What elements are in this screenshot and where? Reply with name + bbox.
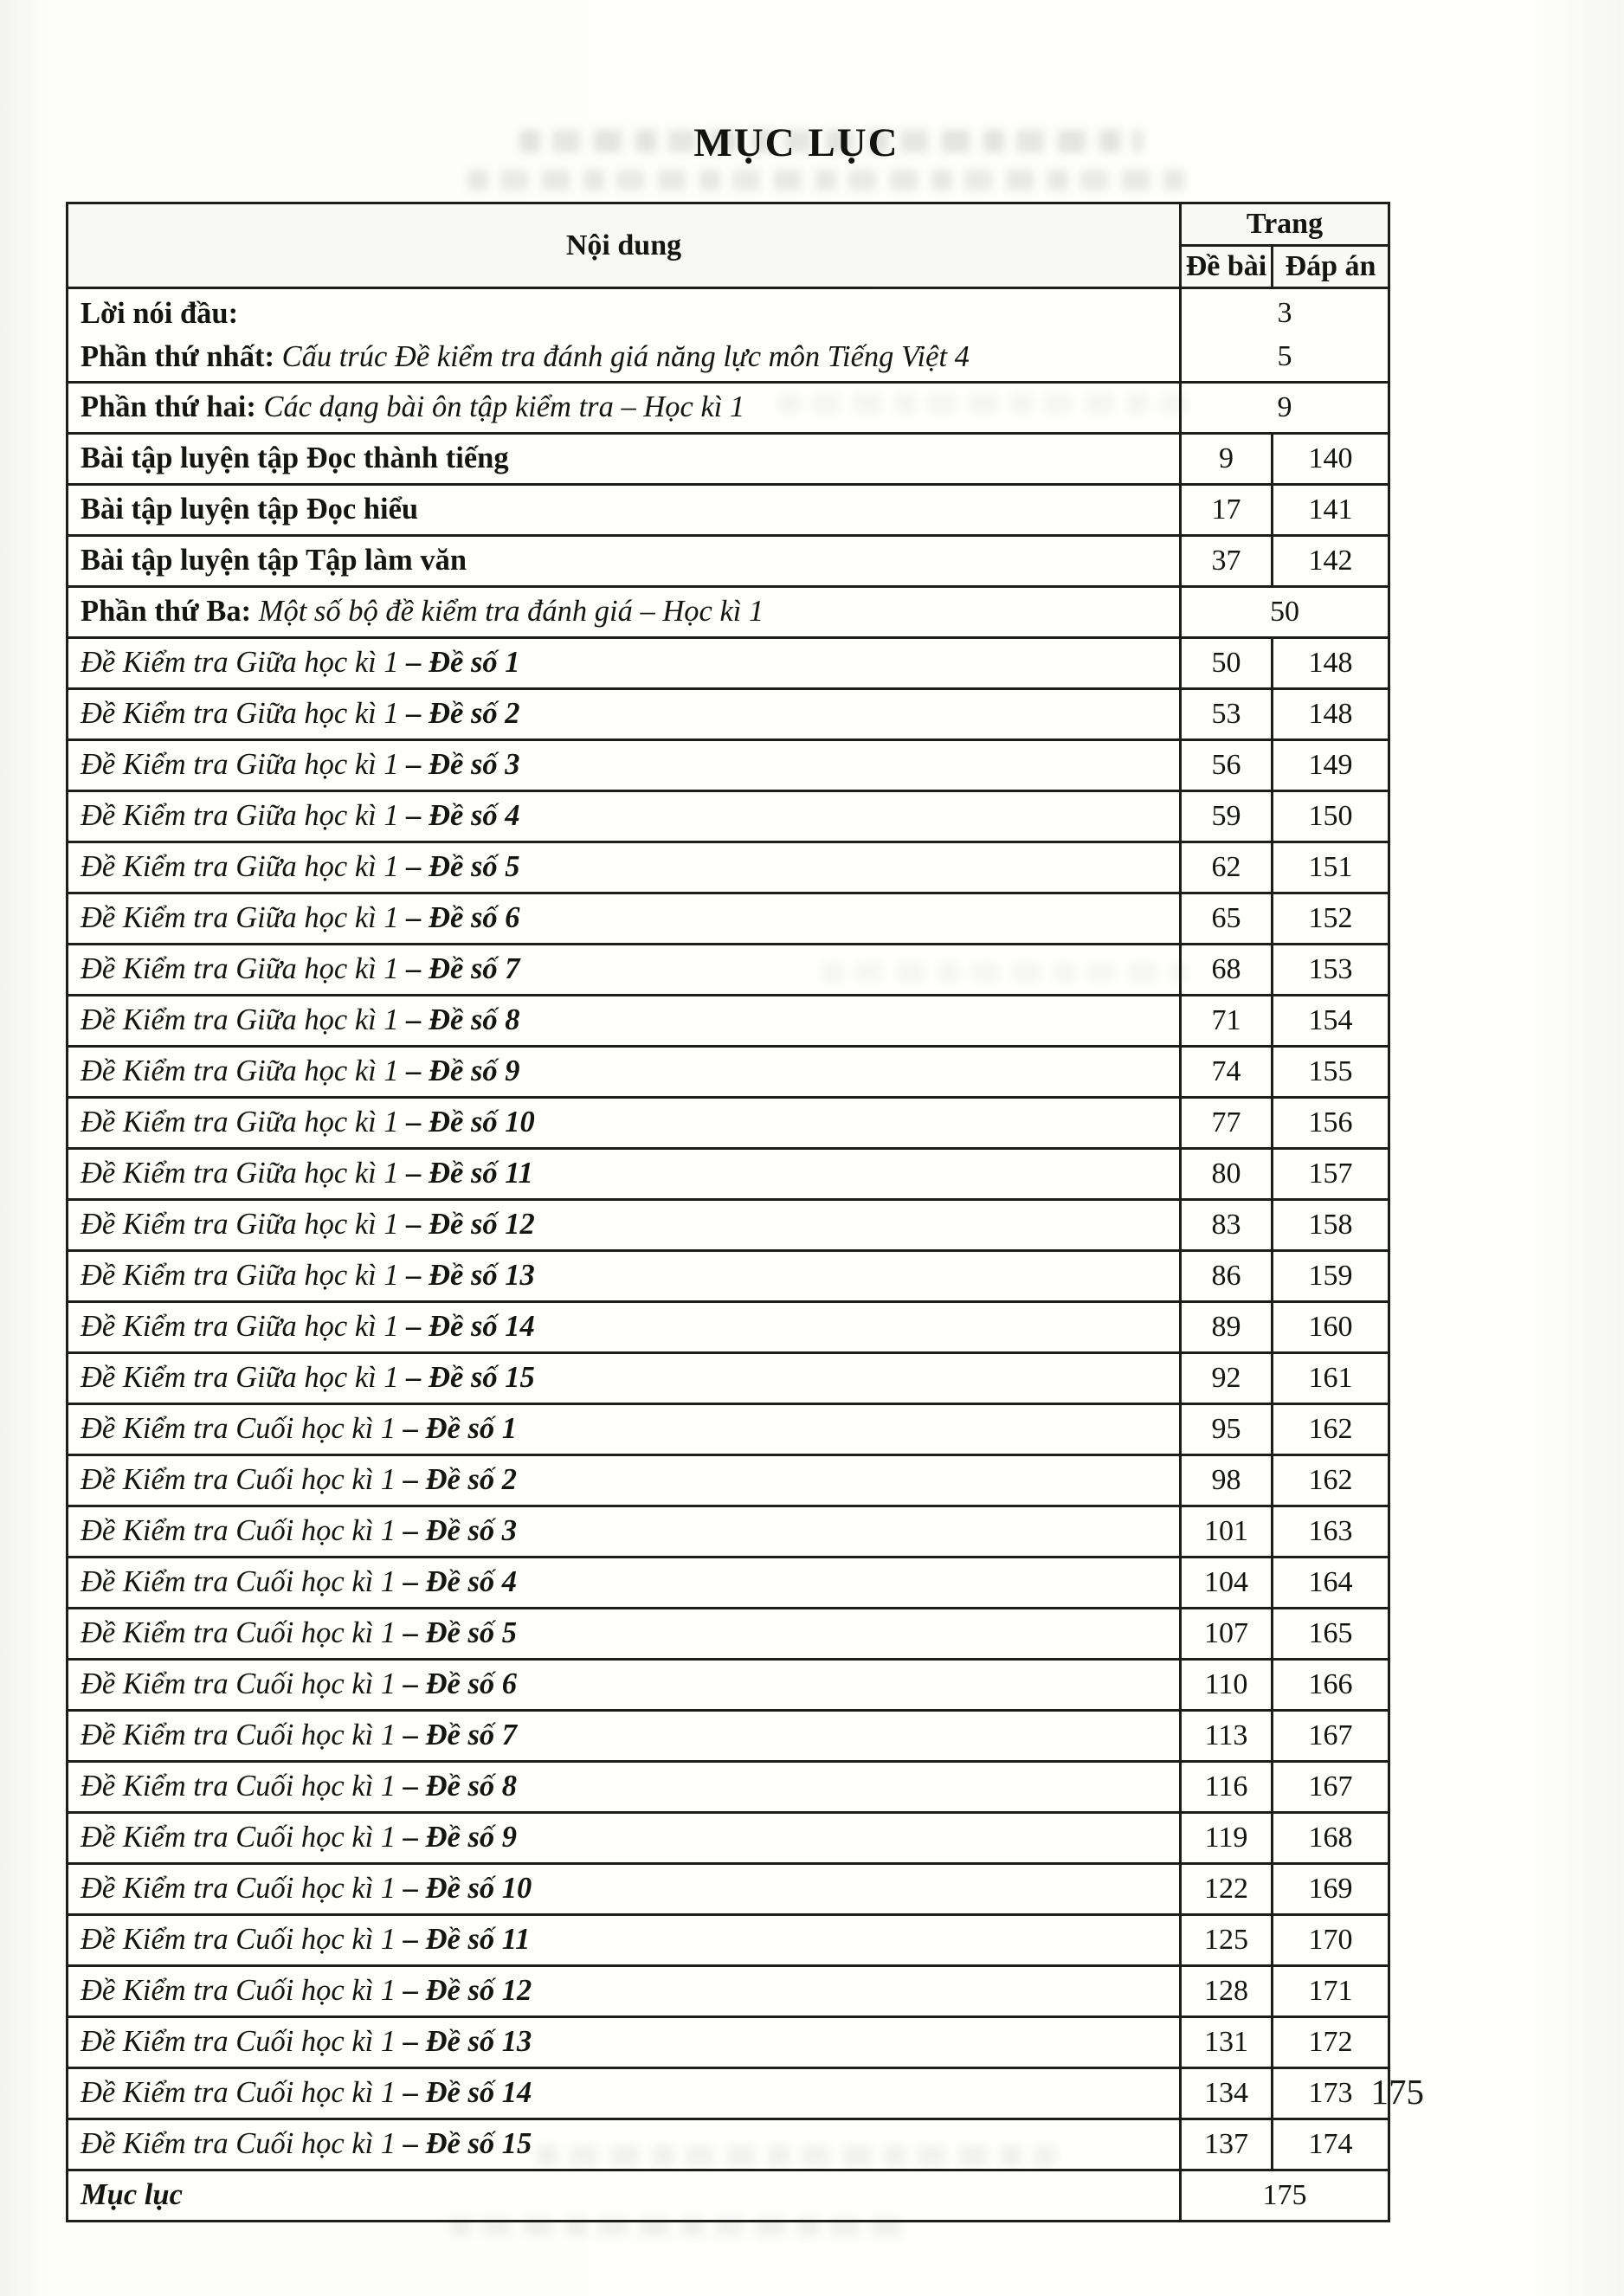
content-text-segment: – Đề số 4 (406, 799, 520, 833)
content-text-segment: – Đề số 3 (406, 748, 520, 782)
page-dap-an-cell: 171 (1273, 1966, 1389, 2017)
page-dap-an-cell: 149 (1273, 740, 1389, 791)
page-de-bai-cell: 86 (1181, 1251, 1273, 1302)
toc-header-row (68, 203, 1389, 246)
page-dap-an-cell: 169 (1273, 1864, 1389, 1915)
content-text-segment: Đề Kiểm tra Cuối học kì 1 (81, 1770, 403, 1803)
toc-row (68, 434, 1389, 485)
content-text-segment: Đề Kiểm tra Cuối học kì 1 (81, 2025, 403, 2059)
content-text-segment: Đề Kiểm tra Giữa học kì 1 (81, 799, 407, 833)
content-text-segment: Đề Kiểm tra Giữa học kì 1 (81, 1259, 407, 1293)
page-de-bai-cell: 71 (1181, 996, 1273, 1047)
toc-row (68, 2119, 1389, 2170)
page-dap-an-cell: 164 (1273, 1558, 1389, 1609)
page-de-bai-cell: 113 (1181, 1711, 1273, 1762)
content-cell (68, 1711, 1181, 1762)
content-text-segment: Đề Kiểm tra Giữa học kì 1 (81, 1208, 407, 1242)
page-de-bai-cell: 131 (1181, 2017, 1273, 2068)
page-de-bai-cell: 65 (1181, 893, 1273, 945)
content-cell (68, 1813, 1181, 1864)
content-text-segment: Đề Kiểm tra Cuối học kì 1 (81, 1974, 403, 2008)
content-text-segment: Đề Kiểm tra Cuối học kì 1 (81, 2127, 403, 2161)
toc-row (68, 1915, 1389, 1966)
content-text-segment: – Đề số 8 (406, 1003, 520, 1037)
page-dap-an-cell: 156 (1273, 1098, 1389, 1149)
content-text-segment: Đề Kiểm tra Giữa học kì 1 (81, 1310, 407, 1344)
content-cell (68, 1558, 1181, 1609)
content-cell (68, 288, 1181, 383)
toc-row (68, 1098, 1389, 1149)
toc-row (68, 1762, 1389, 1813)
page-dap-an-cell: 161 (1273, 1353, 1389, 1404)
toc-row (68, 1149, 1389, 1200)
content-text-segment: Phần thứ nhất: (81, 340, 282, 373)
toc-row (68, 1558, 1389, 1609)
content-text-segment: – Đề số 15 (406, 1361, 535, 1395)
toc-table-body (68, 288, 1389, 2222)
content-cell (68, 383, 1181, 434)
page-dap-an-cell: 163 (1273, 1506, 1389, 1558)
page-de-bai-cell: 128 (1181, 1966, 1273, 2017)
content-cell (68, 689, 1181, 740)
page-dap-an-cell: 154 (1273, 996, 1389, 1047)
page-dap-an-cell: 150 (1273, 791, 1389, 842)
page-de-bai-cell: 134 (1181, 2068, 1273, 2119)
page-de-bai-cell: 37 (1181, 536, 1273, 587)
page-de-bai-cell: 56 (1181, 740, 1273, 791)
toc-row (68, 1302, 1389, 1353)
content-cell (68, 996, 1181, 1047)
content-text-segment: – Đề số 14 (403, 2076, 532, 2110)
content-text-segment: Đề Kiểm tra Giữa học kì 1 (81, 901, 407, 935)
content-text-segment: – Đề số 15 (403, 2127, 532, 2161)
content-text-segment: Đề Kiểm tra Giữa học kì 1 (81, 850, 407, 884)
toc-row (68, 1404, 1389, 1455)
page-de-bai-cell: 50 (1181, 638, 1273, 689)
content-cell (68, 2119, 1181, 2170)
content-text-segment: – Đề số 2 (406, 697, 520, 731)
content-text-segment: – Đề số 10 (406, 1106, 535, 1139)
page-merged-cell: 3 5 (1181, 288, 1389, 383)
toc-row (68, 383, 1389, 434)
toc-row (68, 1864, 1389, 1915)
content-text-segment: – Đề số 9 (406, 1054, 520, 1088)
page-de-bai-cell: 104 (1181, 1558, 1273, 1609)
toc-row (68, 1353, 1389, 1404)
content-cell (68, 2017, 1181, 2068)
toc-row (68, 587, 1389, 638)
toc-row (68, 1813, 1389, 1864)
content-text-segment: Đề Kiểm tra Cuối học kì 1 (81, 1463, 403, 1497)
toc-row (68, 485, 1389, 536)
content-cell (68, 1047, 1181, 1098)
content-cell (68, 2068, 1181, 2119)
page-title: MỤC LỤC (693, 120, 899, 165)
toc-row (68, 536, 1389, 587)
content-cell (68, 1353, 1181, 1404)
content-text-segment: – Đề số 13 (403, 2025, 532, 2059)
content-text-segment: Đề Kiểm tra Giữa học kì 1 (81, 646, 407, 680)
content-cell (68, 1200, 1181, 1251)
content-cell (68, 638, 1181, 689)
content-cell (68, 945, 1181, 996)
content-text-segment: – Đề số 9 (403, 1821, 518, 1854)
page-dap-an-cell: 167 (1273, 1762, 1389, 1813)
page-dap-an-cell: 173 (1273, 2068, 1389, 2119)
page-merged-cell: 50 (1181, 587, 1389, 638)
page-de-bai-cell: 122 (1181, 1864, 1273, 1915)
page-de-bai-cell: 62 (1181, 842, 1273, 893)
content-text-segment: Phần thứ Ba: (81, 595, 259, 629)
column-header-de-bai: Đề bài (1181, 246, 1273, 288)
page-de-bai-cell: 77 (1181, 1098, 1273, 1149)
toc-row (68, 689, 1389, 740)
content-text-segment: – Đề số 11 (403, 1923, 531, 1957)
toc-row (68, 1711, 1389, 1762)
page-dap-an-cell: 152 (1273, 893, 1389, 945)
content-text-segment: – Đề số 6 (406, 901, 520, 935)
content-text-segment: – Đề số 5 (403, 1616, 518, 1650)
content-cell (68, 1404, 1181, 1455)
content-cell (68, 1864, 1181, 1915)
column-header-dap-an: Đáp án (1273, 246, 1389, 288)
content-text-segment: Các dạng bài ôn tập kiểm tra – Học kì 1 (263, 390, 745, 424)
content-text-segment: – Đề số 1 (403, 1412, 518, 1446)
content-text-segment: – Đề số 1 (406, 646, 520, 680)
content-text-segment: Đề Kiểm tra Cuối học kì 1 (81, 1719, 403, 1752)
content-text-segment: – Đề số 7 (406, 952, 520, 986)
page-dap-an-cell: 174 (1273, 2119, 1389, 2170)
content-text-segment: Phần thứ hai: (81, 390, 264, 424)
content-text-segment: Một số bộ đề kiểm tra đánh giá – Học kì 1 (258, 595, 764, 629)
toc-row (68, 638, 1389, 689)
toc-row (68, 740, 1389, 791)
page-dap-an-cell: 166 (1273, 1660, 1389, 1711)
column-header-noi-dung: Nội dung (68, 203, 1181, 288)
content-text-segment: – Đề số 11 (406, 1157, 533, 1190)
page-de-bai-cell: 59 (1181, 791, 1273, 842)
content-text-segment: Đề Kiểm tra Giữa học kì 1 (81, 1003, 407, 1037)
page-de-bai-cell: 68 (1181, 945, 1273, 996)
content-cell (68, 2170, 1181, 2222)
content-text-segment: Đề Kiểm tra Cuối học kì 1 (81, 2076, 403, 2110)
toc-row (68, 2068, 1389, 2119)
content-text-segment: Đề Kiểm tra Cuối học kì 1 (81, 1667, 403, 1701)
content-text-segment: Đề Kiểm tra Giữa học kì 1 (81, 1106, 407, 1139)
content-cell (68, 1966, 1181, 2017)
page-de-bai-cell: 98 (1181, 1455, 1273, 1506)
toc-row (68, 288, 1389, 383)
page-dap-an-cell: 142 (1273, 536, 1389, 587)
page-de-bai-cell: 137 (1181, 2119, 1273, 2170)
toc-row (68, 791, 1389, 842)
content-text-segment: Đề Kiểm tra Cuối học kì 1 (81, 1923, 403, 1957)
page-dap-an-cell: 167 (1273, 1711, 1389, 1762)
content-text-segment: – Đề số 3 (403, 1514, 518, 1548)
page-dap-an-cell: 148 (1273, 638, 1389, 689)
page-dap-an-cell: 159 (1273, 1251, 1389, 1302)
content-cell (68, 1506, 1181, 1558)
content-text-segment: Cấu trúc Đề kiểm tra đánh giá năng lực môn Tiếng Việt 4 (281, 340, 970, 373)
page-dap-an-cell: 141 (1273, 485, 1389, 536)
toc-row (68, 1200, 1389, 1251)
toc-row (68, 2170, 1389, 2222)
toc-row (68, 1455, 1389, 1506)
page-de-bai-cell: 83 (1181, 1200, 1273, 1251)
page-de-bai-cell: 110 (1181, 1660, 1273, 1711)
toc-row (68, 996, 1389, 1047)
content-text-segment: – Đề số 7 (403, 1719, 518, 1752)
content-text-segment: Đề Kiểm tra Cuối học kì 1 (81, 1872, 403, 1906)
content-cell (68, 1762, 1181, 1813)
content-text-segment: Đề Kiểm tra Cuối học kì 1 (81, 1821, 403, 1854)
page-de-bai-cell: 89 (1181, 1302, 1273, 1353)
content-text-segment: Đề Kiểm tra Cuối học kì 1 (81, 1565, 403, 1599)
column-header-trang: Trang (1181, 203, 1389, 246)
page-dap-an-cell: 172 (1273, 2017, 1389, 2068)
page-dap-an-cell: 158 (1273, 1200, 1389, 1251)
content-text-segment: Mục lục (81, 2178, 183, 2212)
page-dap-an-cell: 140 (1273, 434, 1389, 485)
content-cell (68, 1660, 1181, 1711)
content-cell (68, 791, 1181, 842)
content-text-segment: Bài tập luyện tập Đọc thành tiếng (81, 442, 509, 475)
content-cell (68, 1609, 1181, 1660)
page-de-bai-cell: 101 (1181, 1506, 1273, 1558)
content-cell (68, 1251, 1181, 1302)
page-de-bai-cell: 95 (1181, 1404, 1273, 1455)
content-text-segment: – Đề số 5 (406, 850, 520, 884)
page-de-bai-cell: 80 (1181, 1149, 1273, 1200)
content-text-segment: Đề Kiểm tra Cuối học kì 1 (81, 1514, 403, 1548)
page-dap-an-cell: 170 (1273, 1915, 1389, 1966)
content-cell (68, 1098, 1181, 1149)
toc-table (66, 202, 1390, 2222)
content-cell (68, 485, 1181, 536)
page-dap-an-cell: 165 (1273, 1609, 1389, 1660)
page-dap-an-cell: 157 (1273, 1149, 1389, 1200)
page-merged-cell: 9 (1181, 383, 1389, 434)
page-de-bai-cell: 107 (1181, 1609, 1273, 1660)
page-merged-cell: 175 (1181, 2170, 1389, 2222)
content-text-segment: – Đề số 10 (403, 1872, 532, 1906)
content-cell (68, 536, 1181, 587)
page-de-bai-cell: 9 (1181, 434, 1273, 485)
page-de-bai-cell: 17 (1181, 485, 1273, 536)
content-text-segment: – Đề số 13 (406, 1259, 535, 1293)
content-text-segment: Đề Kiểm tra Giữa học kì 1 (81, 748, 407, 782)
content-cell (68, 587, 1181, 638)
content-text-segment: Đề Kiểm tra Cuối học kì 1 (81, 1412, 403, 1446)
page-de-bai-cell: 92 (1181, 1353, 1273, 1404)
content-cell (68, 740, 1181, 791)
content-text-segment: Đề Kiểm tra Giữa học kì 1 (81, 697, 407, 731)
page-de-bai-cell: 53 (1181, 689, 1273, 740)
content-text-segment: Lời nói đầu: (81, 297, 239, 330)
toc-row (68, 893, 1389, 945)
page-dap-an-cell: 162 (1273, 1455, 1389, 1506)
toc-table-header (68, 203, 1389, 288)
content-text-segment: Đề Kiểm tra Giữa học kì 1 (81, 1361, 407, 1395)
content-text-segment: Bài tập luyện tập Tập làm văn (81, 544, 467, 577)
content-text-segment: Đề Kiểm tra Giữa học kì 1 (81, 952, 407, 986)
toc-row (68, 1609, 1389, 1660)
page-dap-an-cell: 153 (1273, 945, 1389, 996)
page-de-bai-cell: 74 (1181, 1047, 1273, 1098)
content-text-segment: Bài tập luyện tập Đọc hiểu (81, 493, 419, 526)
content-text-segment: Đề Kiểm tra Giữa học kì 1 (81, 1157, 407, 1190)
page-number: 175 (1370, 2072, 1424, 2112)
content-cell (68, 1302, 1181, 1353)
content-cell (68, 893, 1181, 945)
content-text-segment: Đề Kiểm tra Giữa học kì 1 (81, 1054, 407, 1088)
toc-row (68, 842, 1389, 893)
toc-row (68, 1506, 1389, 1558)
toc-row (68, 1047, 1389, 1098)
toc-row (68, 2017, 1389, 2068)
page-dap-an-cell: 148 (1273, 689, 1389, 740)
content-cell (68, 1455, 1181, 1506)
content-text-segment: – Đề số 14 (406, 1310, 535, 1344)
content-text-segment: – Đề số 8 (403, 1770, 518, 1803)
content-cell (68, 1915, 1181, 1966)
toc-row (68, 1660, 1389, 1711)
page-de-bai-cell: 116 (1181, 1762, 1273, 1813)
content-text-segment: – Đề số 2 (403, 1463, 518, 1497)
page-dap-an-cell: 160 (1273, 1302, 1389, 1353)
content-text-segment: – Đề số 4 (403, 1565, 518, 1599)
page-dap-an-cell: 162 (1273, 1404, 1389, 1455)
content-cell (68, 1149, 1181, 1200)
content-cell (68, 434, 1181, 485)
content-text-segment: – Đề số 6 (403, 1667, 518, 1701)
content-text-segment: – Đề số 12 (403, 1974, 532, 2008)
content-cell (68, 842, 1181, 893)
bleed-through-artifact (467, 170, 1186, 190)
page-dap-an-cell: 168 (1273, 1813, 1389, 1864)
content-text-segment: Đề Kiểm tra Cuối học kì 1 (81, 1616, 403, 1650)
content-text-segment: – Đề số 12 (406, 1208, 535, 1242)
toc-row (68, 1966, 1389, 2017)
page-de-bai-cell: 119 (1181, 1813, 1273, 1864)
toc-row (68, 1251, 1389, 1302)
toc-row (68, 945, 1389, 996)
page-dap-an-cell: 155 (1273, 1047, 1389, 1098)
page-de-bai-cell: 125 (1181, 1915, 1273, 1966)
page-dap-an-cell: 151 (1273, 842, 1389, 893)
